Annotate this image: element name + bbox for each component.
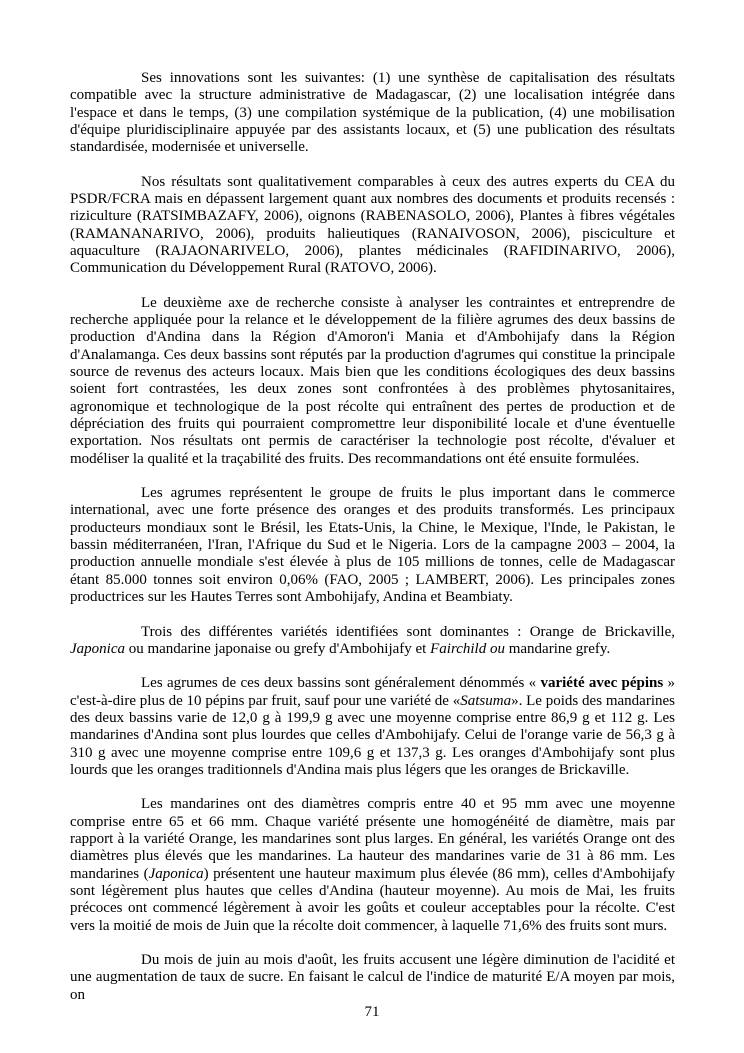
paragraph-resultats-experts [70, 174, 675, 278]
text-run: ) présentent une hauteur maximum plus élevée (86 mm), celles d'Ambohijafy sont légèrement plus hautes que celles d'Andina (hauteur moyenne). Au mois de Mai, les fruits précoces ont commencé légèrement à avoir les goûts et couleur acceptables pour la récolte. C'est vers la moitié de mois de Juin que la récolte doit commencer, à laquelle 71,6% des fruits sont murs. [70, 865, 675, 934]
text-run: Satsuma [460, 692, 512, 709]
text-run: Trois des différentes variétés identifiées sont dominantes : Orange de Brickaville, [141, 623, 675, 640]
page-number: 71 [364, 1003, 380, 1020]
text-run: ou mandarine japonaise ou grefy d'Ambohijafy et [124, 640, 431, 657]
paragraph-maturite [70, 952, 675, 1004]
text-run: Les mandarines ont des diamètres compris entre 40 et 95 mm avec une moyenne comprise entre 65 et 66 mm. Chaque variété présente une homogénéité de diamètre, mais par rapport à la variété Orange, les mandarines sont plus larges. En général, les variétés Orange ont des diamètres plus élevés que les mandarines. La hauteur des mandarines varie de 31 à 86 mm. Les mandarines ( [70, 796, 675, 882]
paragraph-diametres-mandarines [70, 796, 675, 934]
paragraph-agrumes-commerce [70, 485, 675, 606]
text-run: Le deuxième axe de recherche consiste à analyser les contraintes et entreprendre de recherche appliquée pour la relance et le développement de la filière agrumes des deux bassins de production d'Andina dans la Région d'Amoron'i Mania et d'Ambohijafy dans la Région d'Analamanga. Ces deux bassins sont réputés par la production d'agrumes qui constitue la principale source de revenus des acteurs locaux. Mais bien que les conditions écologiques des deux bassins soient fort contrastées, les deux zones sont confrontées à des problèmes phytosanitaires, agronomique et technologique de la post récolte qui entraînent des pertes de production et de dépréciation des fruits qui pourraient compromettre leur disponibilité locale et d'une éventuelle exportation. Nos résultats ont permis de caractériser la technologie post récolte, d'évaluer et modéliser la qualité et la traçabilité des fruits. Des recommandations ont été ensuite formulées. [70, 294, 675, 467]
text-run: Japonica [70, 640, 125, 657]
text-run: Les agrumes de ces deux bassins sont généralement dénommés « [141, 675, 541, 692]
paragraph-varietes-dominantes [70, 624, 675, 659]
document-body [70, 70, 675, 1004]
paragraph-deuxieme-axe [70, 295, 675, 468]
paragraph-innovations [70, 70, 675, 156]
text-run: ». Le poids des mandarines des deux bassins varie de 12,0 g à 199,9 g avec une moyenne comprise entre 86,9 g et 112 g. Les mandarines d'Andina sont plus lourdes que celles d'Ambohijafy. Celui de l'orange varie de 56,3 g à 310 g avec une moyenne comprise entre 109,6 g et 137,3 g. Les oranges d'Ambohijafy sont plus lourds que les oranges traditionnels d'Andina mais plus légers que les oranges de Brickaville. [70, 692, 675, 778]
text-run: Fairchild ou [430, 640, 505, 657]
paragraph-variete-avec-pepins [70, 675, 675, 779]
text-run: Du mois de juin au mois d'août, les fruits accusent une légère diminution de l'acidité et une augmentation de taux de sucre. En faisant le calcul de l'indice de maturité E/A moyen par mois, on [70, 952, 675, 1003]
text-run: variété avec pépins [540, 675, 664, 692]
text-run: mandarine grefy. [504, 640, 611, 657]
text-run: Ses innovations sont les suivantes: (1) une synthèse de capitalisation des résultats compatible avec la structure administrative de Madagascar, (2) une localisation intégrée dans l'espace et dans le temps, (3) une compilation systémique de la publication, (4) une mobilisation d'équipe pluridisciplinaire appuyée par des assistants locaux, et (5) une publication des résultats standardisée, modernisée et universelle. [70, 70, 675, 156]
text-run: Japonica [148, 865, 204, 882]
text-run: » c'est-à-dire plus de 10 pépins par fruit, sauf pour une variété de « [70, 675, 676, 709]
text-run: Nos résultats sont qualitativement comparables à ceux des autres experts du CEA du PSDR/FCRA mais en dépassent largement quant aux nombres des documents et produits recensés : riziculture (RATSIMBAZAFY, 2006), oignons (RABENASOLO, 2006), Plantes à fibres végétales (RAMANANARIVO, 2006), produits halieutiques (RANAIVOSON, 2006), pisciculture et aquaculture (RAJAONARIVELO, 2006), plantes médicinales (RAFIDINARIVO, 2006), Communication du Développement Rural (RATOVO, 2006). [70, 173, 675, 277]
text-run: Les agrumes représentent le groupe de fruits le plus important dans le commerce international, avec une forte présence des oranges et des produits transformés. Les principaux producteurs mondiaux sont le Brésil, les Etats-Unis, la Chine, le Mexique, l'Inde, le Pakistan, le bassin méditerranéen, l'Iran, l'Afrique du Sud et le Nigeria. Lors de la campagne 2003 – 2004, la production annuelle mondiale s'est élevée à plus de 105 millions de tonnes, celle de Madagascar étant 85.000 tonnes soit environ 0,06% (FAO, 2005 ; LAMBERT, 2006). Les principales zones productrices sur les Hautes Terres sont Ambohijafy, Andina et Beambiaty. [70, 485, 675, 605]
